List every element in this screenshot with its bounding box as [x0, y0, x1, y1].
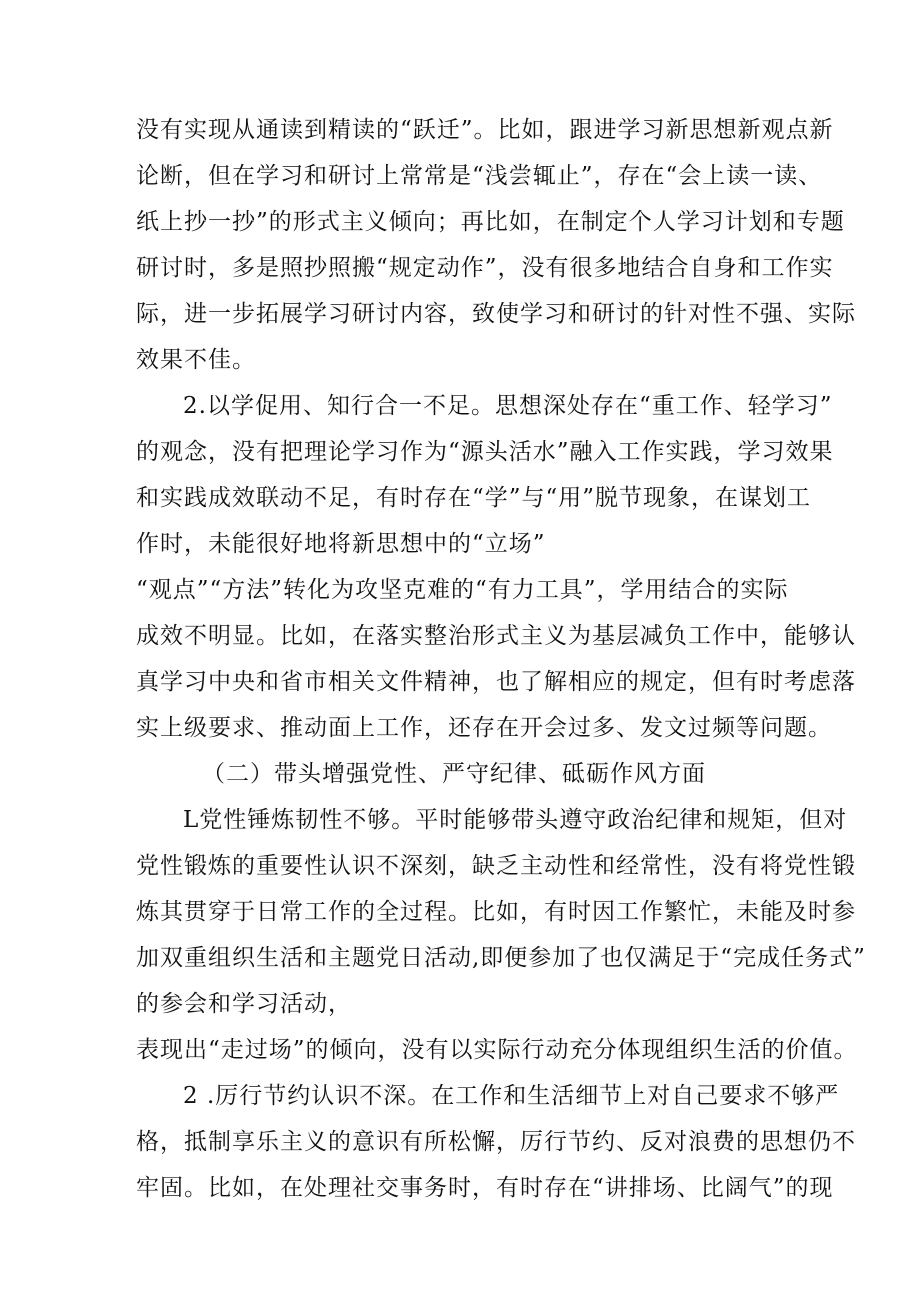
text-line-20: 表现出“走过场”的倾向，没有以实际行动充分体现组织生活的价值。 — [136, 1037, 858, 1063]
text-line-16: 党性锻炼的重要性认识不深刻，缺乏主动性和经常性，没有将党性锻 — [136, 853, 856, 879]
text-line-13: 真学习中央和省市相关文件精神，也了解相应的规定，但有时考虑落 — [136, 669, 856, 695]
text-line-14: 实上级要求、推动面上工作，还存在开会过多、发文过频等问题。 — [136, 715, 832, 741]
text-line-22: 格，抵制享乐主义的意识有所松懈，厉行节约、反对浪费的思想仍不 — [136, 1129, 856, 1155]
text-line-9: 和实践成效联动不足，有时存在“学”与“用”脱节现象，在谋划工 — [136, 485, 812, 511]
text-line-1: 没有实现从通读到精读的“跃迁”。比如，跟进学习新思想新观点新 — [136, 117, 834, 143]
text-line-17: 炼其贯穿于日常工作的全过程。比如，有时因工作繁忙，未能及时参 — [136, 899, 856, 925]
text-line-2: 论断，但在学习和研讨上常常是“浅尝辄止”，存在“会上读一读、 — [136, 163, 823, 189]
text-line-11: “观点”“方法”转化为攻坚克难的“有力工具”，学用结合的实际 — [136, 577, 789, 603]
text-line-6: 效果不佳。 — [136, 347, 256, 373]
text-line-5: 际，进一步拓展学习研讨内容，致使学习和研讨的针对性不强、实际 — [136, 301, 856, 327]
text-line-15: L党性锤炼韧性不够。平时能够带头遵守政治纪律和规矩，但对 — [183, 807, 848, 833]
section-heading: （二）带头增强党性、严守纪律、砥砺作风方面 — [202, 761, 706, 787]
text-line-23: 牢固。比如，在处理社交事务时，有时存在“讲排场、比阔气”的现 — [136, 1175, 834, 1201]
text-line-12: 成效不明显。比如，在落实整治形式主义为基层减负工作中，能够认 — [136, 623, 856, 649]
text-line-10: 作时，未能很好地将新思想中的“立场” — [136, 531, 546, 557]
text-line-8: 的观念，没有把理论学习作为“源头活水”融入工作实践，学习效果 — [136, 439, 834, 465]
text-line-7: 2.以学促用、知行合一不足。思想深处存在“重工作、轻学习” — [183, 393, 833, 419]
text-line-18: 加双重组织生活和主题党日活动,即便参加了也仅满足于“完成任务式” — [136, 945, 866, 971]
text-line-3: 纸上抄一抄”的形式主义倾向；再比如，在制定个人学习计划和专题 — [136, 209, 845, 235]
text-line-4: 研讨时，多是照抄照搬“规定动作”，没有很多地结合自身和工作实 — [136, 255, 834, 281]
text-line-19: 的参会和学习活动， — [136, 991, 352, 1017]
text-line-21: 2 .厉行节约认识不深。在工作和生活细节上对自己要求不够严 — [183, 1083, 840, 1109]
